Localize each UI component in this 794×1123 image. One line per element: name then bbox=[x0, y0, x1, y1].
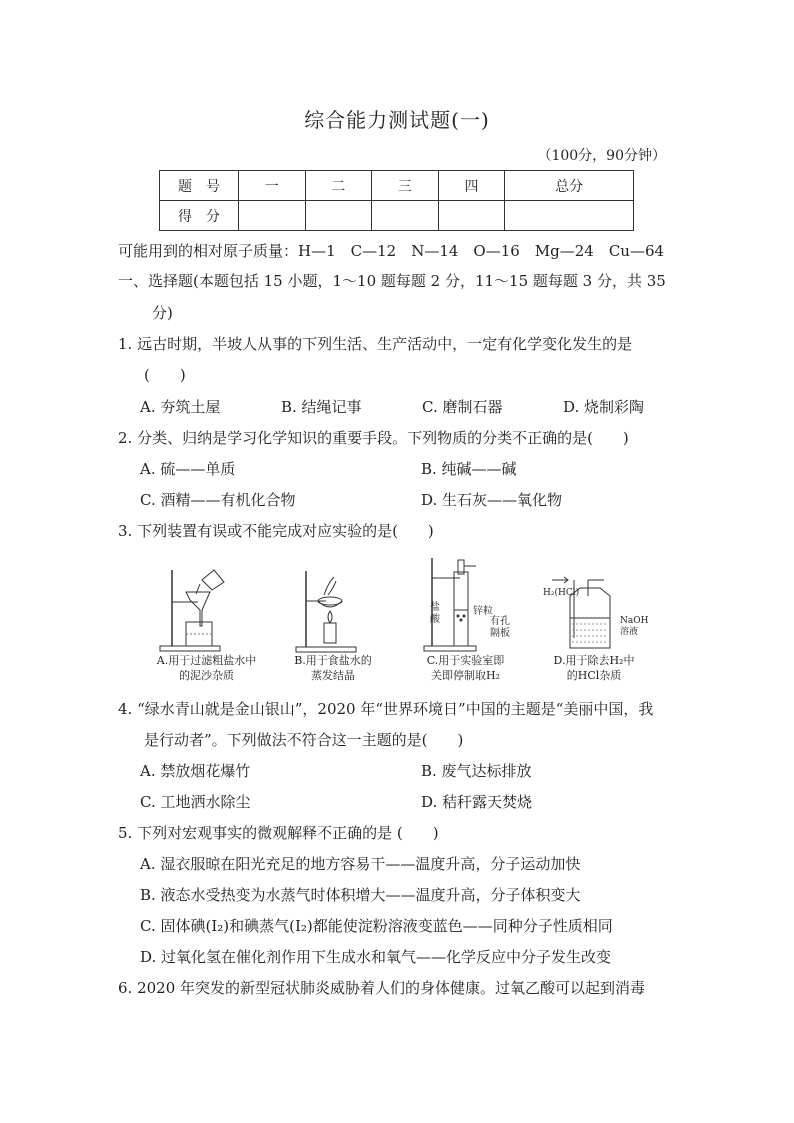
question-4-stem: 4. “绿水青山就是金山银山”，2020 年“世界环境日”中国的主题是“美丽中国，我 bbox=[118, 700, 654, 718]
question-1-option-b[interactable]: B. 结绳记事 bbox=[281, 398, 362, 416]
figure-c-caption-line2: 关即停制取H₂ bbox=[430, 669, 500, 682]
atomic-masses: 可能用到的相对原子质量：H—1 C—12 N—14 O—16 Mg—24 Cu—64 bbox=[118, 242, 665, 260]
section-heading bbox=[118, 270, 666, 291]
question-5-stem: 5. 下列对宏观事实的微观解释不正确的是 ( ) bbox=[118, 824, 439, 842]
figure-b-caption-line2: 蒸发结晶 bbox=[311, 669, 355, 682]
section-heading-cont: 分) bbox=[152, 304, 173, 322]
question-2-option-a[interactable]: A. 硫——单质 bbox=[140, 460, 236, 478]
figure-d-caption-line1: D.用于除去H₂中 bbox=[553, 654, 635, 667]
page-title: 综合能力测试题(一) bbox=[304, 108, 490, 132]
question-2-option-c[interactable]: C. 酒精——有机化合物 bbox=[140, 491, 296, 509]
score-table bbox=[159, 170, 634, 231]
figure-d-label-gas: H₂(HCl) bbox=[543, 588, 580, 598]
score-input-cell[interactable] bbox=[438, 201, 505, 231]
figure-b-caption-line1: B.用于食盐水的 bbox=[294, 654, 372, 667]
question-1-option-d[interactable]: D. 烧制彩陶 bbox=[563, 398, 645, 416]
question-5-option-c[interactable]: C. 固体碘(I₂)和碘蒸气(I₂)都能使淀粉溶液变蓝色——同种分子性质相同 bbox=[140, 917, 613, 935]
figure-c-label-zinc: 锌粒 bbox=[473, 606, 493, 617]
score-table-cell: 三 bbox=[372, 171, 439, 201]
score-time-info: （100分，90分钟） bbox=[537, 148, 666, 164]
figure-d-gas-washing-bottle[interactable] bbox=[548, 574, 638, 654]
score-input-cell[interactable] bbox=[239, 201, 306, 231]
score-table-cell: 四 bbox=[438, 171, 505, 201]
question-2-stem: 2. 分类、归纳是学习化学知识的重要手段。下列物质的分类不正确的是( ) bbox=[118, 429, 629, 447]
figure-c-label-acid: 盐酸 bbox=[430, 602, 440, 625]
question-2-option-b[interactable]: B. 纯碱——碱 bbox=[421, 460, 517, 478]
figure-b-evaporation-apparatus[interactable] bbox=[290, 565, 370, 655]
question-6-stem: 6. 2020 年突发的新型冠状肺炎威胁着人们的身体健康。过氧乙酸可以起到消毒 bbox=[118, 979, 646, 997]
figure-d-caption-line2: 的HCl杂质 bbox=[566, 669, 622, 682]
score-input-cell[interactable] bbox=[305, 201, 372, 231]
score-table-cell: 二 bbox=[305, 171, 372, 201]
score-table-cell: 总分 bbox=[505, 171, 634, 201]
figure-a-caption-line2: 的泥沙杂质 bbox=[179, 669, 234, 682]
figure-a-caption-line1: A.用于过滤粗盐水中 bbox=[156, 654, 257, 667]
section-heading-text: 一、选择题(本题包括 15 小题，1～10 题每题 2 分，11～15 题每题 3 分，共 35 bbox=[118, 272, 666, 290]
question-4-option-d[interactable]: D. 秸秆露天焚烧 bbox=[421, 793, 533, 811]
question-4-stem-cont: 是行动者”。下列做法不符合这一主题的是( ) bbox=[144, 731, 464, 749]
question-5-option-a[interactable]: A. 湿衣服晾在阳光充足的地方容易干——温度升高，分子运动加快 bbox=[140, 855, 581, 873]
figure-d-label-solution: NaOH溶液 bbox=[620, 616, 649, 637]
score-table-score-row bbox=[160, 201, 634, 231]
question-4-option-b[interactable]: B. 废气达标排放 bbox=[421, 762, 532, 780]
score-table-cell: 得 分 bbox=[160, 201, 239, 231]
question-3-stem: 3. 下列装置有误或不能完成对应实验的是( ) bbox=[118, 522, 434, 540]
question-1-option-a[interactable]: A. 夯筑土屋 bbox=[140, 398, 221, 416]
figure-c-caption-line1: C.用于实验室即 bbox=[426, 654, 505, 667]
question-4-option-c[interactable]: C. 工地洒水除尘 bbox=[140, 793, 251, 811]
figure-c-label-plate: 有孔隔板 bbox=[490, 616, 510, 639]
score-table-cell: 一 bbox=[239, 171, 306, 201]
figure-a-caption bbox=[144, 653, 269, 683]
figure-c-caption bbox=[413, 653, 518, 683]
score-input-cell[interactable] bbox=[505, 201, 634, 231]
question-5-option-b[interactable]: B. 液态水受热变为水蒸气时体积增大——温度升高，分子体积变大 bbox=[140, 886, 581, 904]
question-1-option-c[interactable]: C. 磨制石器 bbox=[422, 398, 503, 416]
question-2-option-d[interactable]: D. 生石灰——氧化物 bbox=[421, 491, 563, 509]
question-5-option-d[interactable]: D. 过氧化氢在催化剂作用下生成水和氧气——化学反应中分子发生改变 bbox=[140, 948, 612, 966]
score-table-cell: 题 号 bbox=[160, 171, 239, 201]
question-1-stem: 1. 远古时期，半坡人从事的下列生活、生产活动中，一定有化学变化发生的是 bbox=[118, 335, 633, 353]
question-1-bracket: ( ) bbox=[144, 366, 186, 384]
question-4-option-a[interactable]: A. 禁放烟花爆竹 bbox=[140, 762, 251, 780]
score-input-cell[interactable] bbox=[372, 201, 439, 231]
figure-a-filtration-apparatus[interactable] bbox=[150, 560, 260, 655]
score-table-header-row bbox=[160, 171, 634, 201]
figure-d-caption bbox=[540, 653, 648, 683]
figure-b-caption bbox=[283, 653, 383, 683]
